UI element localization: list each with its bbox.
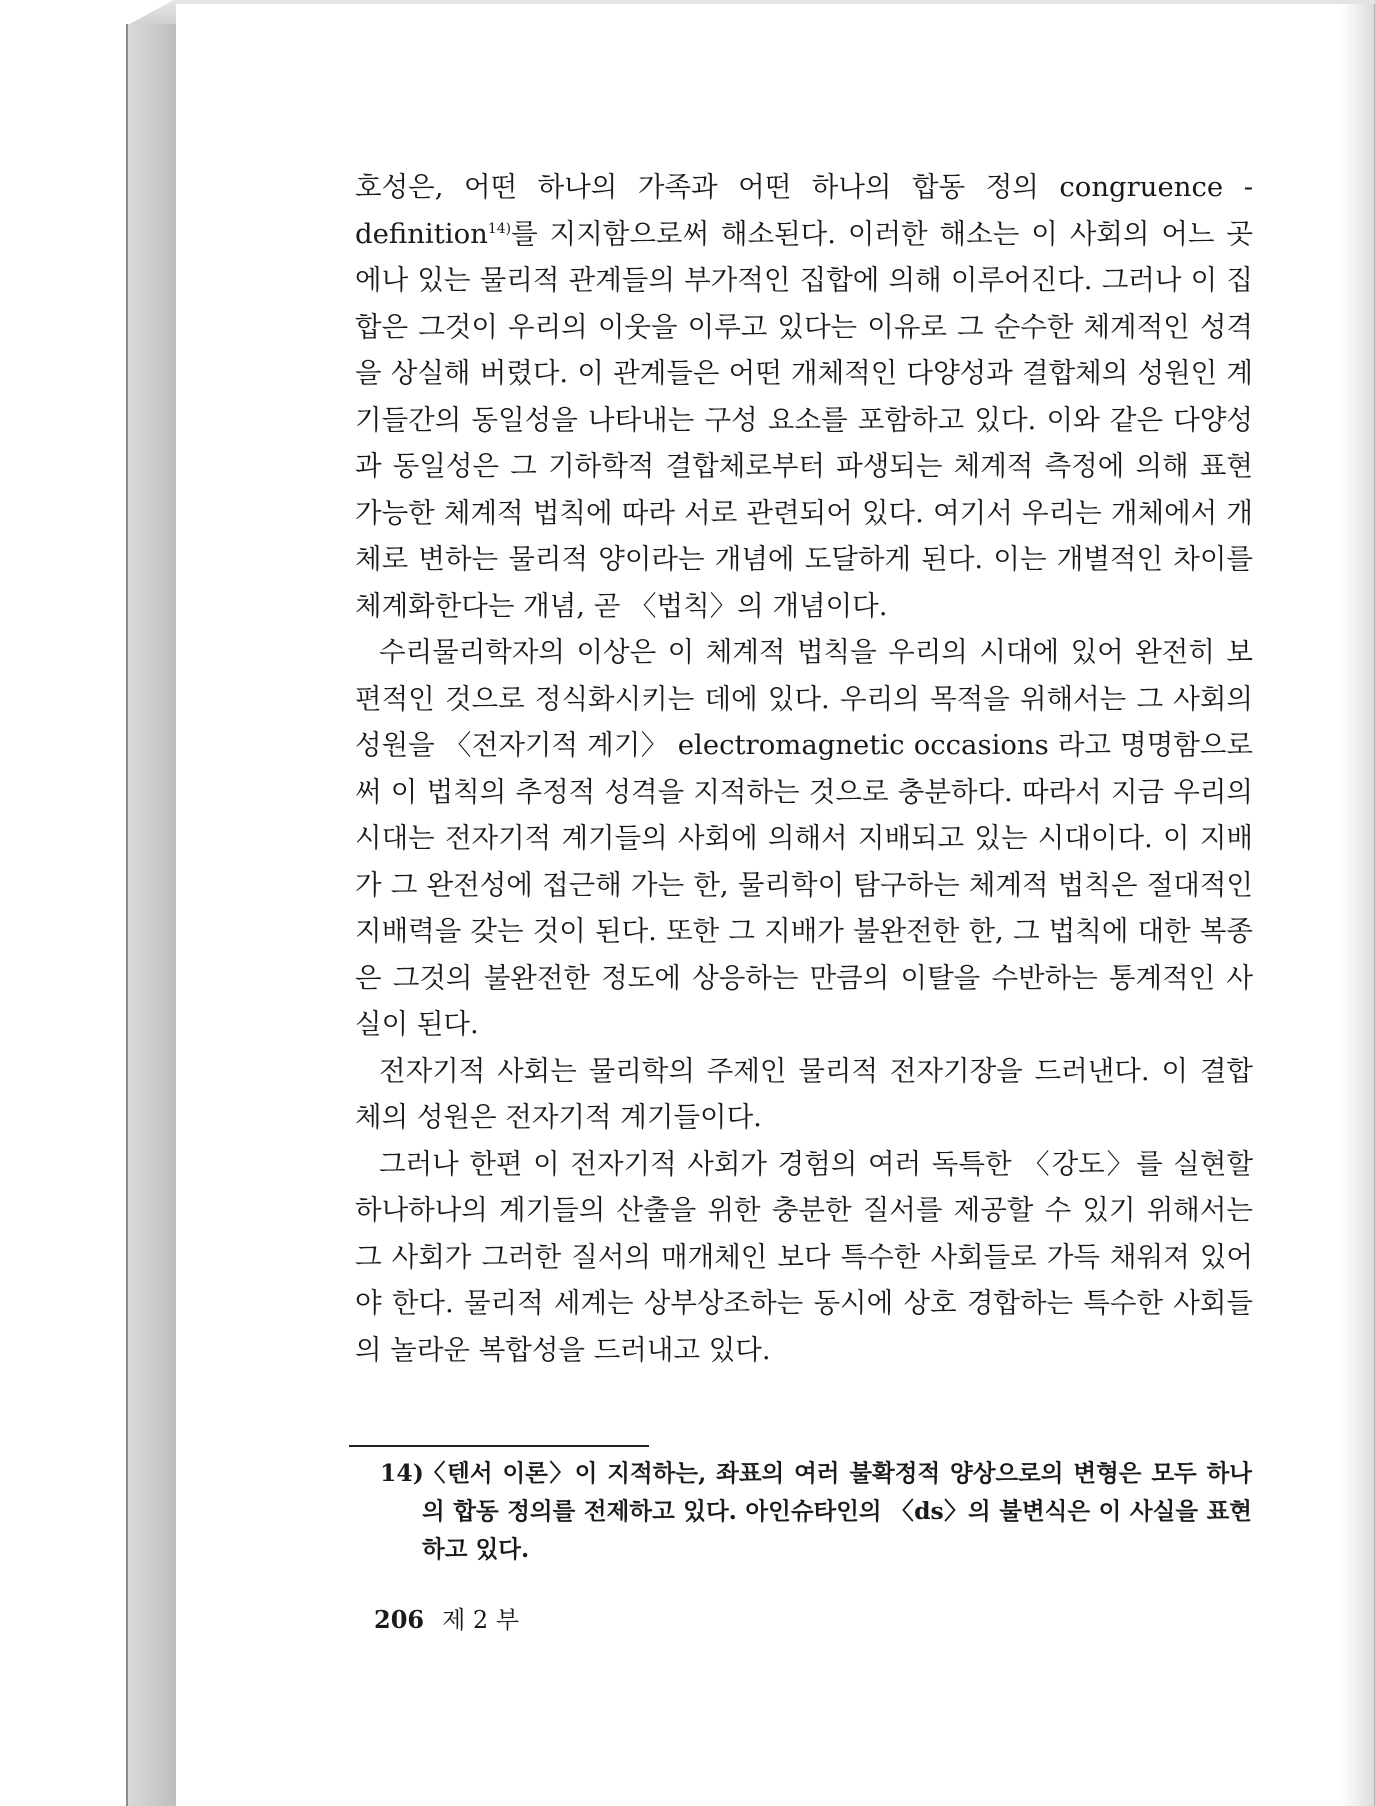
- paragraph-1-text: 호성은, 어떤 하나의 가족과 어떤 하나의 합동 정의 congruence -definition: [355, 171, 1253, 250]
- paragraph-1-continued: 를 지지함으로써 해소된다. 이러한 해소는 이 사회의 어느 곳에나 있는 물리적 관계들의 부가적인 집합에 의해 이루어진다. 그러나 이 집합은 그것이 우리의 이웃을 이루고 있다는 이유로 그 순수한 체계적인 성격을 상실해 버렸다. 이 관계들은 어떤 개체적인 다양성과 결합체의 성원인 계기들간의 동일성을 나타내는 구성 요소를 포함하고 있다. 이와 같은 다양성과 동일성은 그 기하학적 결합체로부터 파생되는 체계적 측정에 의해 표현 가능한 체계적 법칙에 따라 서로 관련되어 있다. 여기서 우리는 개체에서 개체로 변하는 물리적 양이라는 개념에 도달하게 된다. 이는 개별적인 차이를 체계화한다는 개념, 곧 〈법칙〉의 개념이다.: [355, 217, 1253, 622]
- page-number: 206: [374, 1605, 425, 1634]
- body-text: [355, 164, 1253, 1373]
- footnote-number: 14): [380, 1459, 424, 1487]
- part-label: 제 2 부: [442, 1606, 520, 1634]
- book-spine: [126, 24, 176, 1806]
- paragraph-4: 그러나 한편 이 전자기적 사회가 경험의 여러 독특한 〈강도〉를 실현할 하나하나의 계기들의 산출을 위한 충분한 질서를 제공할 수 있기 위해서는 그 사회가 그러한 질서의 매개체인 보다 특수한 사회들로 가득 채워져 있어야 한다. 물리적 세계는 상부상조하는 동시에 상호 경합하는 특수한 사회들의 놀라운 복합성을 드러내고 있다.: [355, 1147, 1253, 1366]
- paragraph-3: 전자기적 사회는 물리학의 주제인 물리적 전자기장을 드러낸다. 이 결합체의 성원은 전자기적 계기들이다.: [355, 1054, 1253, 1133]
- paragraph-2: 수리물리학자의 이상은 이 체계적 법칙을 우리의 시대에 있어 완전히 보편적인 것으로 정식화시키는 데에 있다. 우리의 목적을 위해서는 그 사회의 성원을 〈전자기적 계기〉 electromagnetic occasions 라고 명명함으로써 이 법칙의 추정적 성격을 지적하는 것으로 충분하다. 따라서 지금 우리의 시대는 전자기적 계기들의 사회에 의해서 지배되고 있는 시대이다. 이 지배가 그 완전성에 접근해 가는 한, 물리학이 탐구하는 체계적 법칙은 절대적인 지배력을 갖는 것이 된다. 또한 그 지배가 불완전한 한, 그 법칙에 대한 복종은 그것의 불완전한 정도에 상응하는 만큼의 이탈을 수반하는 통계적인 사실이 된다.: [355, 636, 1253, 1040]
- page-edge-shadow: [1341, 4, 1375, 1806]
- footnote-divider: [349, 1445, 649, 1447]
- paragraph-1: [355, 164, 1253, 629]
- footnote: [380, 1454, 1252, 1568]
- footnote-text: 〈텐서 이론〉이 지적하는, 좌표의 여러 불확정적 양상으로의 변형은 모두 하나의 합동 정의를 전제하고 있다. 아인슈타인의 〈ds〉의 불변식은 이 사실을 표현하고 있다.: [422, 1459, 1252, 1563]
- footnote-reference[interactable]: 14): [487, 220, 512, 237]
- page-folio: [374, 1600, 519, 1635]
